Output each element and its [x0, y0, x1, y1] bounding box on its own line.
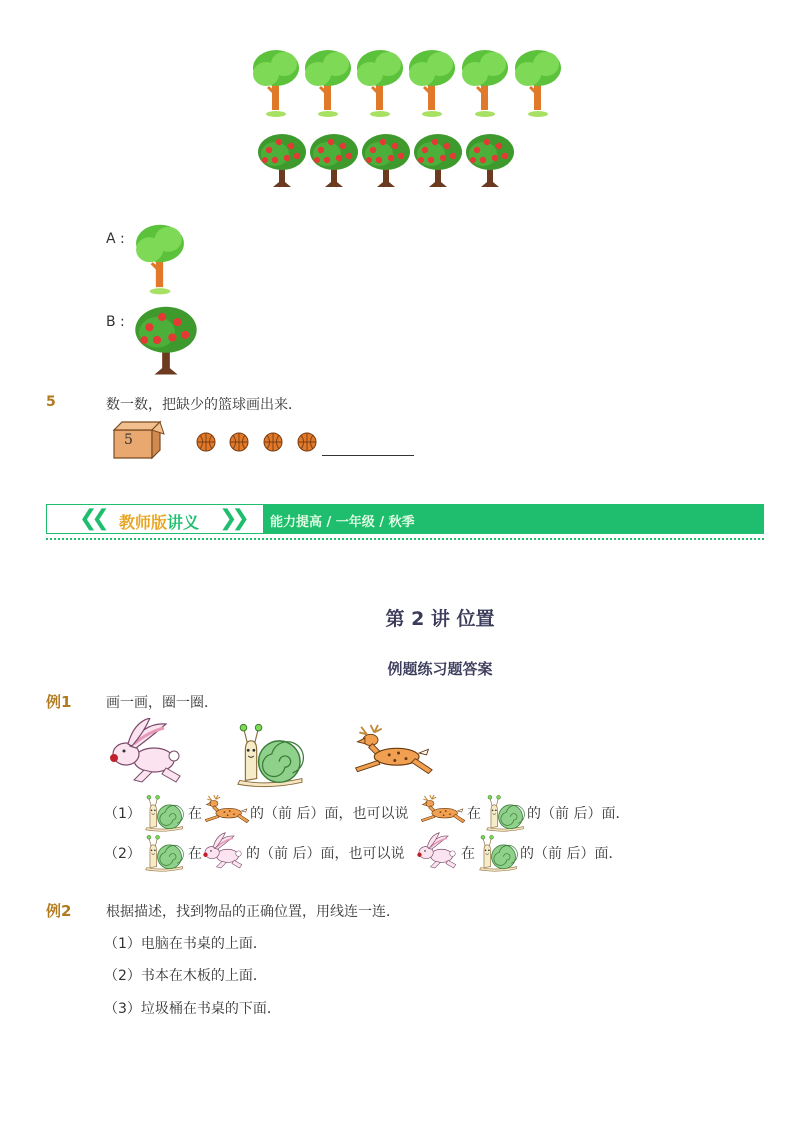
deer-icon	[202, 794, 250, 828]
option-a-label: A :	[106, 231, 125, 247]
basketball-icon	[263, 432, 283, 452]
green-tree-icon	[251, 46, 301, 118]
green-tree-icon	[460, 46, 510, 118]
green-tree-row	[251, 46, 571, 122]
banner-tag	[46, 504, 264, 534]
ex1-line1-zai: 在	[188, 806, 202, 822]
apple-tree-row	[257, 132, 527, 190]
ex1-line2-zai2: 在	[461, 846, 475, 862]
basketball-icon	[297, 432, 317, 452]
ex1-line1-middle: 的（前 后）面，也可以说	[250, 806, 409, 822]
answer-blank-line[interactable]	[322, 455, 414, 456]
ex1-line1-zai2: 在	[467, 806, 481, 822]
question-text: 数一数，把缺少的篮球画出来．	[106, 397, 302, 413]
example-1-text: 画一画，圈一圈．	[106, 695, 218, 711]
apple-tree-icon	[257, 132, 307, 188]
apple-tree-icon	[413, 132, 463, 188]
rabbit-icon	[414, 832, 458, 872]
snail-icon	[140, 794, 186, 832]
green-tree-icon	[407, 46, 457, 118]
lecture-banner	[46, 504, 764, 534]
option-b-apple-tree-icon	[134, 304, 198, 376]
example-2-item: （1）电脑在书桌的上面．	[104, 936, 267, 952]
rabbit-icon	[104, 718, 184, 788]
box-icon	[108, 420, 166, 460]
question-number: 5	[46, 394, 56, 410]
basketball-icon	[196, 432, 216, 452]
ex1-line2-middle: 的（前 后）面，也可以说	[246, 846, 405, 862]
ex1-line1-end: 的（前 后）面．	[527, 806, 630, 822]
ex1-line1-number: （1）	[104, 806, 141, 822]
snail-icon	[228, 722, 308, 788]
snail-icon	[474, 834, 520, 872]
ex1-line2-zai: 在	[188, 846, 202, 862]
example-2-text: 根据描述，找到物品的正确位置，用线连一连．	[106, 904, 400, 920]
chevron-left-icon: ❮❮	[79, 506, 104, 531]
ex1-line2-number: （2）	[104, 846, 141, 862]
chevron-right-icon: ❯❯	[219, 506, 244, 531]
green-tree-icon	[355, 46, 405, 118]
snail-icon	[481, 794, 527, 832]
deer-icon	[418, 794, 466, 828]
banner-divider	[46, 538, 764, 540]
green-tree-icon	[303, 46, 353, 118]
deer-icon	[350, 724, 434, 782]
apple-tree-icon	[361, 132, 411, 188]
example-2-item: （2）书本在木板的上面．	[104, 968, 267, 984]
lecture-title: 第 2 讲 位置	[385, 608, 495, 630]
option-b-label: B :	[106, 314, 125, 330]
example-2-label: 例2	[46, 902, 72, 920]
green-tree-icon	[513, 46, 563, 118]
banner-title: 教师版讲义	[119, 513, 200, 532]
ex1-line2-end: 的（前 后）面．	[520, 846, 623, 862]
option-a-green-tree-icon	[134, 220, 186, 296]
example-1-label: 例1	[46, 693, 72, 711]
rabbit-icon	[200, 832, 244, 872]
apple-tree-icon	[309, 132, 359, 188]
banner-subtitle: 能力提高 / 一年级 / 秋季	[270, 515, 415, 530]
box-number: 5	[124, 432, 133, 448]
lecture-subtitle: 例题练习题答案	[387, 660, 493, 678]
apple-tree-icon	[465, 132, 515, 188]
snail-icon	[140, 834, 186, 872]
basketball-icon	[229, 432, 249, 452]
example-2-item: （3）垃圾桶在书桌的下面．	[104, 1001, 281, 1017]
